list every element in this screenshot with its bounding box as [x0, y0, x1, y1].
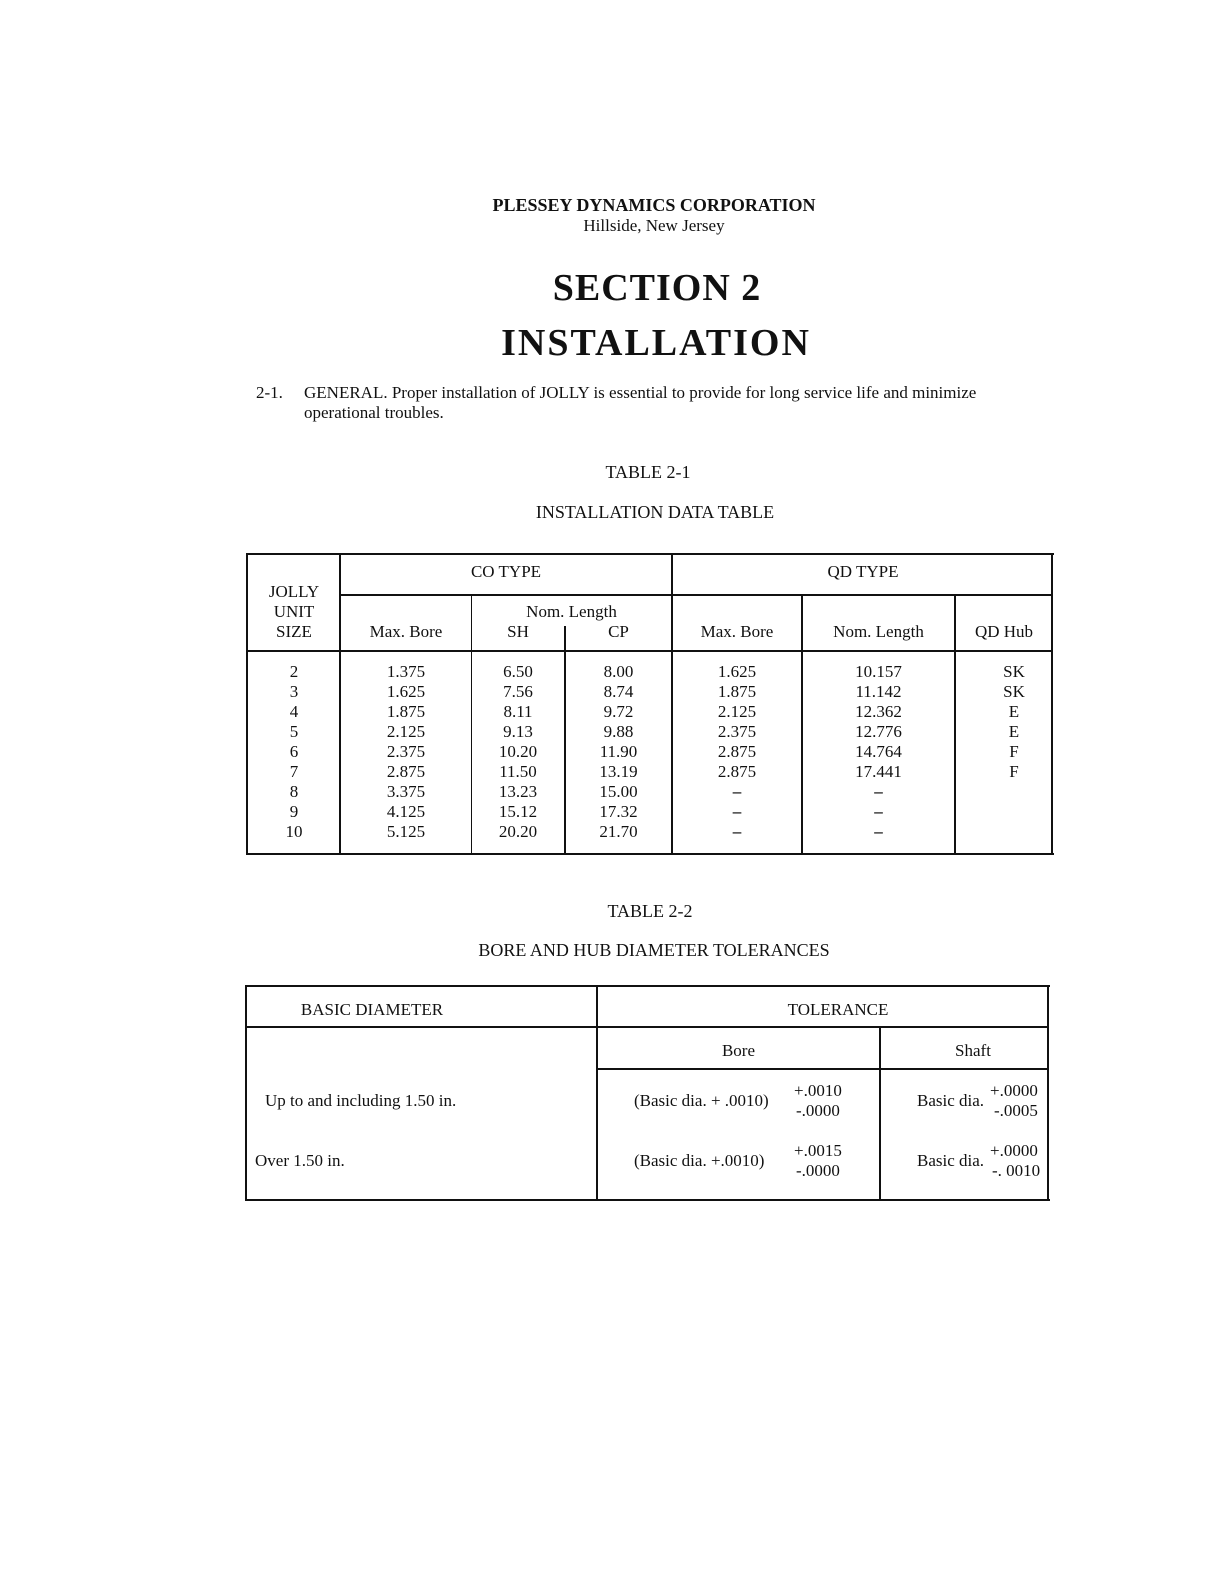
cell-bore-plus: +.0015: [794, 1141, 842, 1160]
cell-sh: 20.20: [498, 822, 538, 841]
cell-qd-length: –: [874, 802, 883, 821]
cell-cp: 17.32: [599, 802, 638, 821]
cell-co-bore: 5.125: [386, 822, 426, 841]
cell-basic-diameter: Up to and including 1.50 in.: [265, 1091, 457, 1110]
cell-basic-diameter: Over 1.50 in.: [255, 1151, 345, 1170]
cell-qd-bore: 2.875: [717, 762, 757, 781]
cell-shaft-plus: +.0000: [990, 1081, 1038, 1100]
cell-cp: 15.00: [599, 782, 638, 801]
cell-cp: 13.19: [599, 762, 638, 781]
cell-cp: 8.00: [603, 662, 634, 681]
header-qd-max-bore: Max. Bore: [700, 622, 774, 641]
cell-size: 6: [289, 742, 299, 761]
section-subtitle: INSTALLATION: [501, 322, 811, 364]
header-sh: SH: [507, 622, 529, 641]
cell-qd-length: 14.764: [855, 742, 902, 761]
cell-sh: 8.11: [503, 702, 533, 721]
cell-co-bore: 1.625: [386, 682, 426, 701]
cell-sh: 9.13: [503, 722, 533, 741]
table1-border-top: [246, 553, 1054, 555]
cell-qd-length: 10.157: [855, 662, 902, 681]
header-unit-line1: JOLLY: [268, 582, 320, 601]
cell-bore-base: (Basic dia. + .0010): [634, 1091, 769, 1110]
cell-co-bore: 2.125: [386, 722, 426, 741]
cell-qd-bore: 2.875: [717, 742, 757, 761]
header-bore: Bore: [721, 1041, 756, 1060]
header-cp: CP: [608, 622, 629, 641]
header-qd-nom-length: Nom. Length: [833, 622, 924, 641]
header-tolerance: TOLERANCE: [787, 1000, 889, 1019]
cell-qd-length: 12.362: [855, 702, 902, 721]
cell-qd-bore: –: [732, 822, 742, 841]
header-unit-line3: SIZE: [276, 622, 312, 641]
table2-subheader-divider: [597, 1068, 1049, 1070]
company-name: PLESSEY DYNAMICS CORPORATION: [492, 195, 816, 215]
cell-size: 4: [289, 702, 299, 721]
table1-caption: INSTALLATION DATA TABLE: [535, 502, 775, 522]
cell-qd-hub: E: [1008, 702, 1020, 721]
table2-caption: BORE AND HUB DIAMETER TOLERANCES: [478, 940, 830, 960]
table2-header-divider: [245, 1026, 1049, 1028]
cell-co-bore: 1.875: [386, 702, 426, 721]
cell-qd-bore: –: [732, 802, 742, 821]
header-qd-hub: QD Hub: [974, 622, 1034, 641]
cell-sh: 6.50: [503, 662, 533, 681]
cell-size: 10: [285, 822, 303, 841]
header-unit-line2: UNIT: [273, 602, 315, 621]
cell-shaft-base: Basic dia.: [917, 1091, 985, 1110]
cell-sh: 11.50: [499, 762, 537, 781]
cell-qd-bore: 1.875: [717, 682, 757, 701]
table1-group-divider: [340, 594, 1053, 596]
cell-co-bore: 4.125: [386, 802, 426, 821]
table2-border-bottom: [245, 1199, 1050, 1201]
cell-shaft-base: Basic dia.: [917, 1151, 985, 1170]
header-shaft: Shaft: [955, 1041, 991, 1060]
header-co-max-bore: Max. Bore: [369, 622, 443, 641]
cell-qd-length: 17.441: [855, 762, 902, 781]
cell-qd-hub: F: [1009, 762, 1019, 781]
cell-size: 3: [289, 682, 299, 701]
cell-sh: 13.23: [498, 782, 538, 801]
cell-qd-bore: 2.375: [717, 722, 757, 741]
cell-cp: 9.72: [603, 702, 634, 721]
paragraph-text: GENERAL. Proper installation of JOLLY is essential to provide for long service life and minimize operational troubles.: [304, 383, 977, 422]
cell-co-bore: 2.875: [386, 762, 426, 781]
cell-size: 2: [289, 662, 299, 681]
cell-qd-length: 11.142: [855, 682, 902, 701]
cell-bore-minus: -.0000: [796, 1101, 840, 1120]
cell-co-bore: 2.375: [386, 742, 426, 761]
cell-bore-plus: +.0010: [794, 1081, 842, 1100]
cell-sh: 10.20: [498, 742, 538, 761]
cell-size: 8: [289, 782, 299, 801]
cell-size: 5: [289, 722, 299, 741]
header-basic-diameter: BASIC DIAMETER: [300, 1000, 444, 1019]
cell-shaft-minus: -. 0010: [992, 1161, 1041, 1180]
table2-label: TABLE 2-2: [607, 901, 693, 921]
table1-label: TABLE 2-1: [605, 462, 691, 482]
cell-shaft-plus: +.0000: [990, 1141, 1038, 1160]
table1-border-bottom: [246, 853, 1054, 855]
cell-qd-hub: SK: [1003, 682, 1025, 701]
cell-sh: 15.12: [498, 802, 538, 821]
cell-qd-hub: E: [1008, 722, 1020, 741]
cell-qd-bore: –: [732, 782, 742, 801]
cell-qd-bore: 2.125: [717, 702, 757, 721]
cell-qd-hub: F: [1009, 742, 1019, 761]
table2-border-top: [245, 985, 1050, 987]
cell-size: 9: [289, 802, 299, 821]
cell-qd-length: –: [874, 822, 883, 841]
company-location: Hillside, New Jersey: [583, 216, 725, 235]
paragraph-number: 2-1.: [256, 383, 283, 402]
cell-qd-bore: 1.625: [717, 662, 757, 681]
cell-co-bore: 3.375: [386, 782, 426, 801]
cell-sh: 7.56: [503, 682, 533, 701]
cell-cp: 11.90: [599, 742, 638, 761]
cell-qd-hub: SK: [1003, 662, 1025, 681]
cell-qd-length: –: [874, 782, 883, 801]
cell-size: 7: [289, 762, 299, 781]
section-title: SECTION 2: [552, 267, 762, 309]
cell-cp: 8.74: [603, 682, 634, 701]
table1-header-divider: [246, 650, 1053, 652]
header-co-nom-length: Nom. Length: [526, 602, 617, 621]
cell-qd-length: 12.776: [855, 722, 902, 741]
cell-co-bore: 1.375: [386, 662, 426, 681]
header-qd-type: QD TYPE: [827, 562, 899, 581]
cell-cp: 9.88: [603, 722, 634, 741]
cell-cp: 21.70: [599, 822, 638, 841]
header-co-type: CO TYPE: [470, 562, 542, 581]
cell-bore-minus: -.0000: [796, 1161, 840, 1180]
cell-bore-base: (Basic dia. +.0010): [634, 1151, 765, 1170]
cell-shaft-minus: -.0005: [994, 1101, 1038, 1120]
